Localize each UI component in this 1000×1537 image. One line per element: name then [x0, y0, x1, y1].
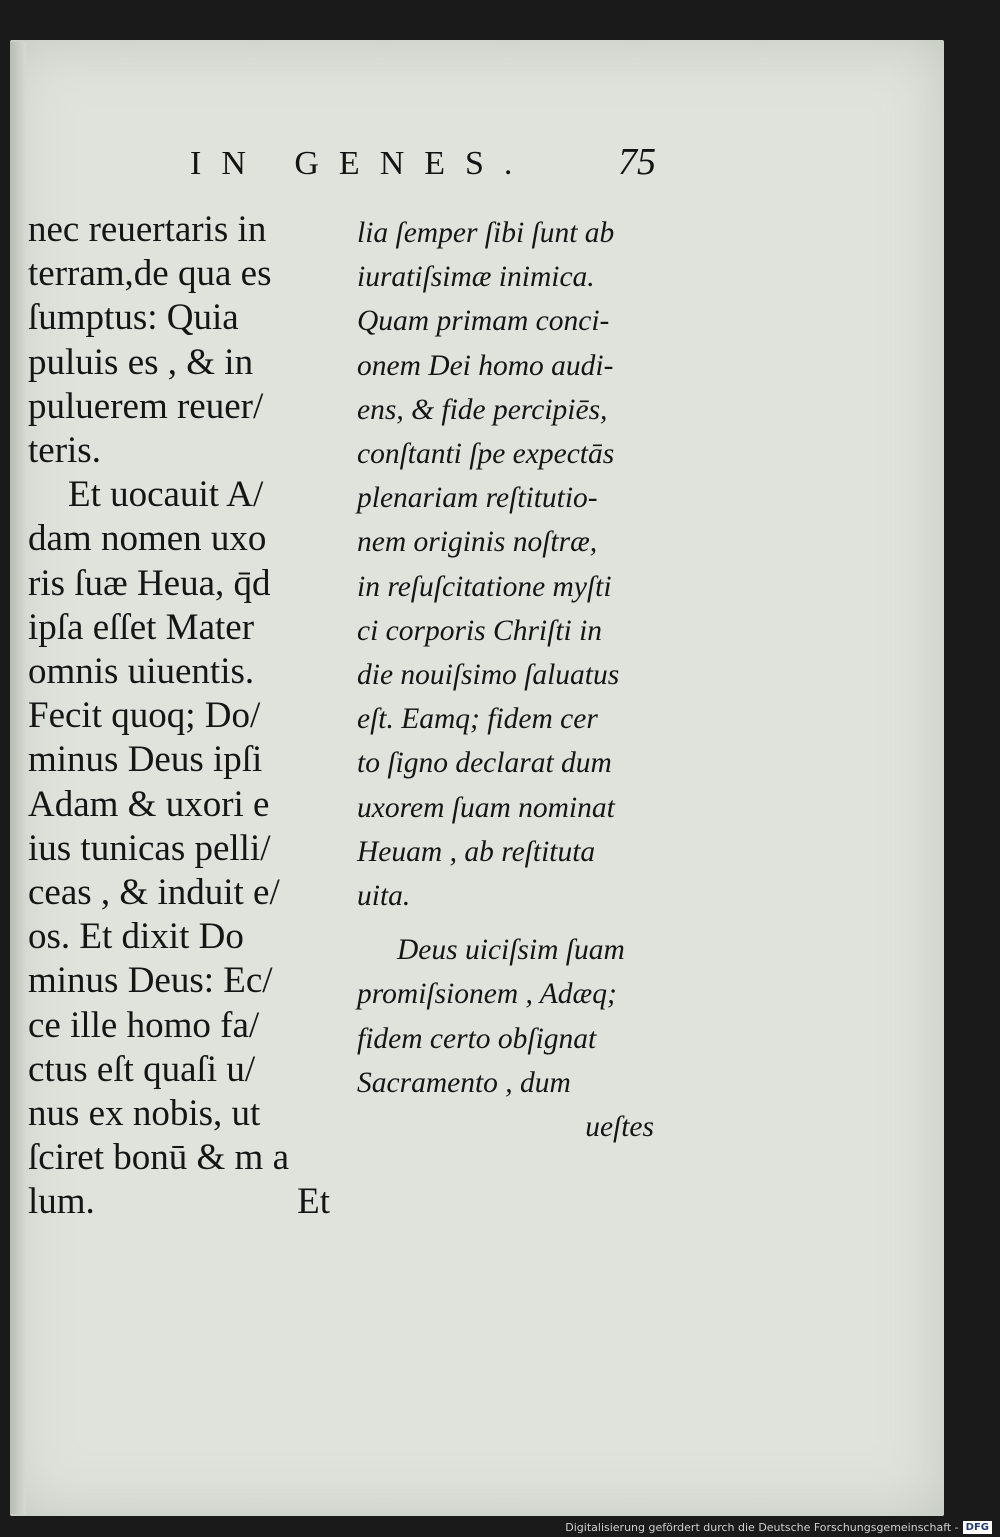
- text-line: terram,de qua es: [28, 253, 272, 295]
- text-line: ris ſuæ Heua, q̄d: [28, 562, 271, 604]
- commentary-line: onem Dei homo audi-: [357, 349, 614, 382]
- running-title: IN GENES.: [190, 145, 533, 182]
- text-fragment: lum.: [28, 1181, 95, 1223]
- text-line: ſciret bonū & m a: [28, 1137, 289, 1179]
- text-fragment: Et: [297, 1181, 330, 1223]
- text-line: puluerem reuer/: [28, 385, 264, 427]
- text-line: ctus eſt quaſi u/: [28, 1048, 256, 1090]
- commentary-line: ci corporis Chriſti in: [357, 614, 603, 647]
- text-line: Adam & uxori e: [28, 783, 270, 825]
- catchword: ueſtes: [585, 1111, 654, 1144]
- right-commentary-column: [357, 211, 662, 1149]
- commentary-line: nem originis noſtræ,: [357, 526, 598, 559]
- text-line: os. Et dixit Do: [28, 916, 244, 958]
- commentary-line: in reſuſcitatione myſti: [357, 570, 612, 603]
- dfg-logo-icon: DFG: [963, 1521, 992, 1534]
- commentary-line: ens, & fide percipiēs,: [357, 393, 608, 426]
- commentary-line: fidem certo obſignat: [357, 1022, 597, 1055]
- commentary-line: lia ſemper ſibi ſunt ab: [357, 217, 615, 249]
- commentary-line: promiſsionem , Adæq;: [357, 978, 617, 1011]
- page-number: 75: [618, 141, 656, 183]
- commentary-line: uxorem ſuam nominat: [357, 791, 615, 824]
- commentary-line: eſt. Eamq; fidem cer: [357, 703, 598, 736]
- commentary-line: Sacramento , dum: [357, 1066, 571, 1099]
- text-line: ce ille homo fa/: [28, 1004, 260, 1046]
- text-line: nus ex nobis, ut: [28, 1093, 261, 1135]
- commentary-line: Heuam , ab reſtituta: [357, 835, 596, 868]
- text-line: ius tunicas pelli/: [28, 827, 271, 869]
- text-line: ſumptus: Quia: [28, 297, 239, 339]
- commentary-line: iuratiſsimæ inimica.: [357, 261, 595, 294]
- commentary-line: plenariam reſtitutio-: [357, 482, 598, 515]
- commentary-line: die nouiſsimo ſaluatus: [357, 659, 620, 692]
- text-line: ceas , & induit e/: [28, 872, 280, 914]
- text-line: ipſa eſſet Mater: [28, 606, 255, 648]
- text-line: puluis es , & in: [28, 341, 254, 383]
- text-line-last: [28, 1180, 330, 1224]
- page-gutter-edge: [10, 42, 26, 1514]
- text-line: Fecit quoq; Do/: [28, 695, 261, 737]
- text-line: teris.: [28, 430, 101, 472]
- commentary-line: uita.: [357, 880, 411, 913]
- digitization-credit: [565, 1521, 992, 1534]
- text-line: minus Deus ipſi: [28, 739, 263, 781]
- commentary-line: to ſigno declarat dum: [357, 747, 612, 780]
- text-line: dam nomen uxo: [28, 518, 267, 560]
- text-line: omnis uiuentis.: [28, 651, 255, 693]
- text-line: Et uocauit A/: [68, 474, 264, 516]
- left-text-column: [28, 208, 338, 1225]
- commentary-line: Deus uiciſsim ſuam: [397, 934, 625, 967]
- credit-text: Digitalisierung gefördert durch die Deutsche Forschungsgemeinschaft -: [565, 1521, 959, 1534]
- commentary-line: Quam primam conci-: [357, 305, 610, 338]
- text-line: minus Deus: Ec/: [28, 960, 273, 1002]
- text-line: nec reuertaris in: [28, 209, 267, 250]
- commentary-line: conſtanti ſpe expectās: [357, 438, 615, 471]
